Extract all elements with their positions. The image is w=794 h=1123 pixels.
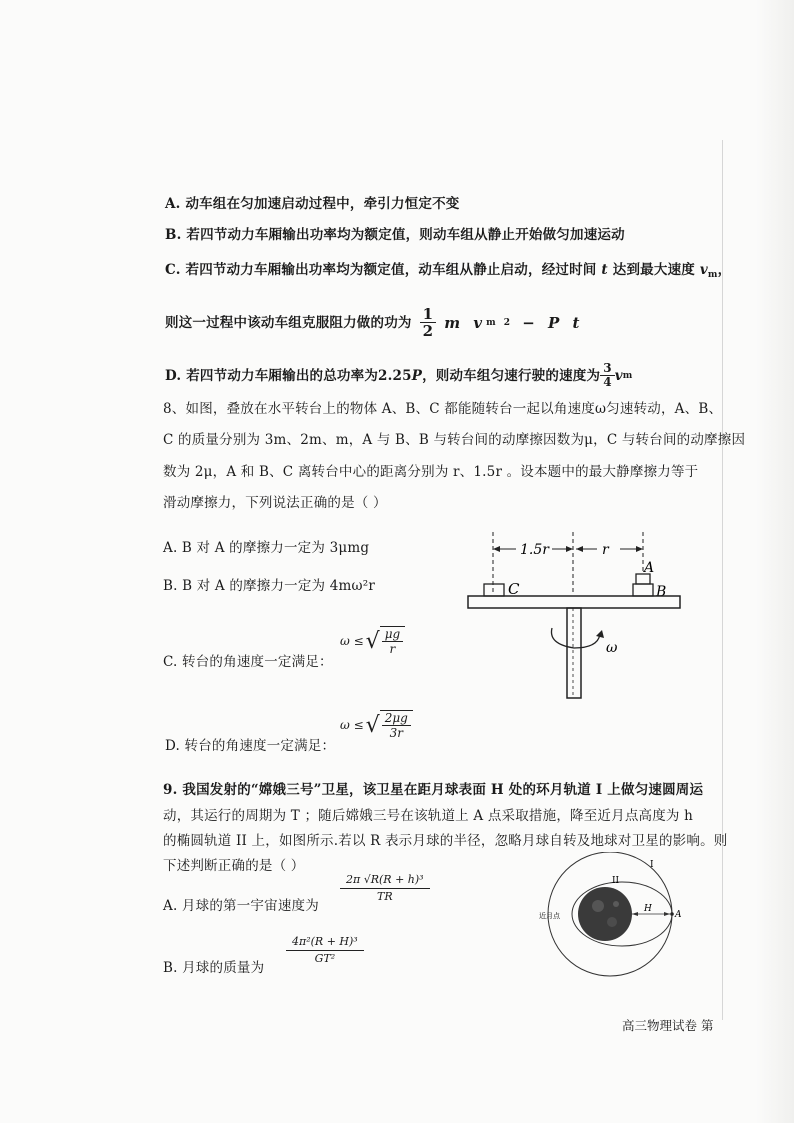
orbit-diagram — [520, 852, 720, 982]
q7-work-sub: m — [486, 317, 496, 328]
turntable-plate — [468, 596, 680, 608]
q9-a-fraction — [340, 872, 430, 905]
q8-option-b: B. B 对 A 的摩擦力一定为 4mω²r — [163, 578, 376, 594]
q7-frac-num: 1 — [420, 306, 437, 323]
dist-label-r: r — [602, 542, 609, 558]
q9-option-a: A. 月球的第一宇宙速度为 — [163, 898, 319, 914]
rotation-arrow — [551, 628, 600, 648]
q9-option-b: B. 月球的质量为 — [163, 960, 265, 976]
q7-time-symbol: t — [601, 262, 608, 278]
q7-work-expr: m v — [444, 313, 487, 332]
q7-velocity-sub: m — [707, 270, 718, 280]
sqrt-icon: √ — [365, 712, 380, 738]
perilune-label: 近月点 — [539, 912, 560, 920]
q8-c-den: r — [389, 642, 396, 656]
turntable-diagram — [460, 522, 690, 702]
q8-option-c-formula — [340, 626, 405, 656]
q7-velocity-symbol2: v — [614, 367, 623, 384]
q7-option-d-text2: ，则动车组匀速行驶的速度为 — [422, 367, 601, 384]
q7-frac2-num: 3 — [600, 362, 615, 376]
q8-c-sqrt-frac — [380, 626, 405, 656]
q7-option-c-line2 — [165, 306, 584, 339]
q7-frac2-den: 4 — [603, 375, 612, 389]
moon — [578, 887, 632, 941]
turntable-shaft — [567, 608, 581, 698]
sqrt-icon: √ — [365, 628, 380, 654]
q8-stem-line4: 滑动摩擦力，下列说法正确的是（ ） — [163, 495, 387, 511]
q7-fraction-half — [420, 306, 437, 339]
q8-option-a: A. B 对 A 的摩擦力一定为 3μmg — [163, 540, 370, 556]
q7-option-a: A. 动车组在匀加速启动过程中，牵引力恒定不变 — [165, 196, 460, 212]
q9-stem-line2: 动，其运行的周期为 T ；随后嫦娥三号在该轨道上 A 点采取措施，降至近月点高度为 h — [163, 808, 694, 824]
orbit-ii-label: II — [612, 876, 620, 886]
q8-option-d: D. 转台的角速度一定满足： — [165, 738, 336, 754]
q9-a-den: TR — [376, 890, 393, 903]
label-a: A — [675, 910, 682, 920]
q8-stem-line1: 8、如图，叠放在水平转台上的物体 A、B、C 都能随转台一起以角速度ω匀速转动，A、B、 — [163, 401, 723, 417]
q8-option-d-formula — [340, 710, 413, 740]
q7-fraction-three-quarters — [600, 362, 615, 389]
q7-option-c-text2: 达到最大速度 — [612, 262, 695, 278]
block-b — [633, 584, 653, 596]
q8-d-num: 2μg — [382, 711, 411, 726]
point-a — [670, 912, 674, 916]
q8-d-lhs: ω ≤ — [340, 718, 364, 732]
q7-work-rest: − P t — [522, 313, 584, 332]
q7-option-d — [165, 362, 633, 389]
q9-option-a-formula — [340, 872, 430, 905]
q7-comma: ， — [717, 262, 732, 278]
page-footer: 高三物理试卷 第 — [622, 1018, 714, 1033]
q8-c-lhs: ω ≤ — [340, 634, 364, 648]
label-a: A — [644, 560, 655, 576]
orbit-i-label: I — [650, 860, 654, 870]
block-c — [484, 584, 504, 596]
dist-label-1-5r: 1.5r — [520, 542, 549, 558]
q7-frac-den: 2 — [422, 322, 434, 340]
q7-option-c-text: C. 若四节动力车厢输出功率均为额定值，动车组从静止启动，经过时间 — [165, 262, 597, 278]
q9-option-b-formula — [286, 934, 364, 967]
q7-velocity-symbol: v — [699, 262, 708, 278]
omega-label: ω — [606, 640, 618, 656]
q9-b-den: GT² — [314, 952, 336, 965]
label-b: B — [656, 584, 667, 600]
q7-velocity-sub2: m — [622, 370, 633, 381]
label-c: C — [508, 580, 520, 598]
q7-power-symbol: P — [411, 367, 423, 384]
q8-c-num: μg — [382, 627, 403, 642]
label-h: H — [644, 904, 652, 914]
q9-a-num: 2π √R(R + h)³ — [340, 872, 430, 889]
q8-d-den: 3r — [389, 726, 403, 740]
q9-b-fraction — [286, 934, 364, 967]
q9-stem-line3: 的椭圆轨道 II 上，如图所示.若以 R 表示月球的半径，忽略月球自转及地球对卫星的影响。则 — [163, 833, 728, 849]
page-right-edge — [756, 0, 794, 1123]
q9-stem-line1: 9. 我国发射的“嫦娥三号”卫星，该卫星在距月球表面 H 处的环月轨道 I 上做匀速圆周运 — [163, 782, 704, 798]
q9-stem-line4: 下述判断正确的是（ ） — [163, 858, 305, 874]
q8-d-sqrt-frac — [380, 710, 413, 740]
q7-work-sup: 2 — [503, 317, 511, 328]
q7-option-c-text3: 则这一过程中该动车组克服阻力做的功为 — [165, 314, 412, 331]
q8-stem-line2: C 的质量分别为 3m、2m、m，A 与 B、B 与转台间的动摩擦因数为μ，C 与转台间的动摩擦因 — [163, 432, 746, 448]
q8-option-c: C. 转台的角速度一定满足： — [163, 654, 333, 670]
q7-option-c-line1 — [165, 260, 731, 285]
q7-option-b: B. 若四节动力车厢输出功率均为额定值，则动车组从静止开始做匀加速运动 — [165, 227, 625, 243]
q9-b-num: 4π²(R + H)³ — [286, 934, 364, 951]
q8-stem-line3: 数为 2μ，A 和 B、C 离转台中心的距离分别为 r、1.5r 。设本题中的最大静摩擦力等于 — [163, 464, 699, 480]
q7-option-d-text: D. 若四节动力车厢输出的总功率为2.25 — [165, 367, 412, 384]
